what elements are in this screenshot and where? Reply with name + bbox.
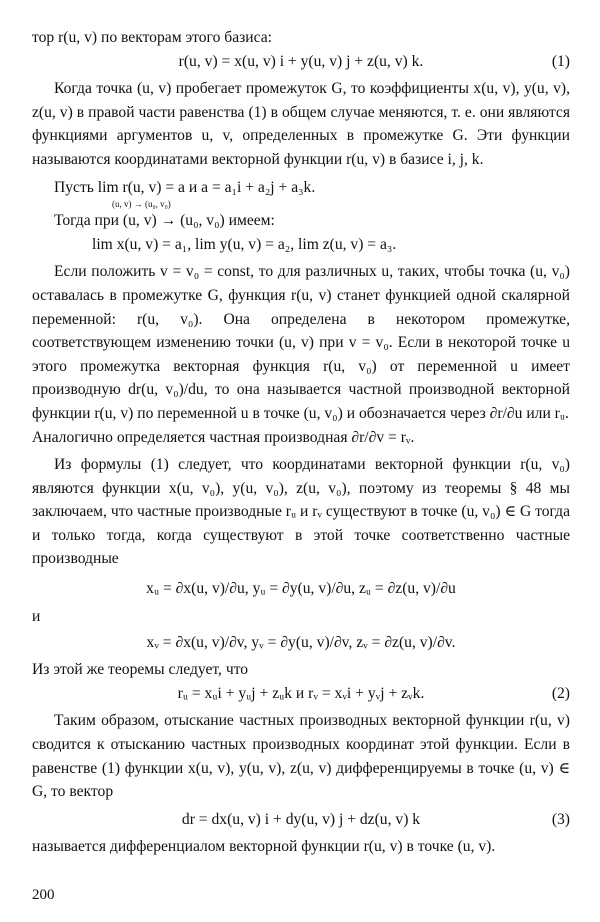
text-line: Аналогично определяется частная производная ∂r/∂v = rᵥ. (32, 428, 415, 446)
equation-partials-v: xᵥ = ∂x(u, v)/∂v, yᵥ = ∂y(u, v)/∂v, zᵥ = ∂z(u, v)/∂v. (146, 633, 456, 651)
paragraph: Если положить v = v₀ = const, то для различных u, таких, чтобы точка (u, v₀) оставалась в промежутке G, функция r(u, v) станет функцией одной скалярной переменной: r(u, v₀). Она определена в некотором промежутке, соответствующем изменению точки (u, v) при v = v₀. Если в некоторой точке u этого промежутка векторная функция r(u, v₀) от переменной u имеет производную dr(u, v₀)/du, то она называется частной производной векторной функции r(u, v) по переменной u в точке (u, v₀) и обозначается через ∂r/∂u или rᵤ. (32, 263, 570, 422)
equation-body: dr = dx(u, v) i + dy(u, v) j + dz(u, v) k (181, 810, 421, 828)
paragraph: Из формулы (1) следует, что координатами векторной функции r(u, v₀) являются функции x(u, v₀), y(u, v₀), z(u, v₀), поэтому из теоремы § 48 мы заключаем, что частные производные rᵤ и rᵥ существуют в точке (u, v₀) ∈ G тогда и только тогда, когда существуют в этой точке соответственно частные производные (32, 456, 570, 568)
paragraph: Когда точка (u, v) пробегает промежуток G, то коэффициенты x(u, v), y(u, v), z(u, v) в правой части равенства (1) в общем случае меняются, т. е. они являются функциями аргументов u, v, определенных в промежутке G. Эти функции называются координатами векторной функции r(u, v) в базисе i, j, k. (32, 80, 570, 168)
page-number: 200 (32, 887, 55, 903)
equation-number: (1) (551, 52, 570, 70)
conjunction: и (32, 607, 41, 625)
equation-body: rᵤ = xᵤi + yᵤj + zᵤk и rᵥ = xᵥi + yᵥj + zᵥk. (177, 684, 425, 702)
equation-2 (32, 682, 570, 706)
equation-number: (2) (551, 684, 570, 702)
text-line: Тогда при (u, v) → (u₀, v₀) имеем: (54, 212, 275, 230)
text-line: называется дифференциалом векторной функции r(u, v) в точке (u, v). (32, 838, 496, 856)
equation-3 (32, 808, 570, 832)
equation-1 (32, 50, 570, 74)
equation-body: r(u, v) = x(u, v) i + y(u, v) j + z(u, v) k. (178, 52, 424, 70)
equation-partials-u: xᵤ = ∂x(u, v)/∂u, yᵤ = ∂y(u, v)/∂u, zᵤ = ∂z(u, v)/∂u (146, 580, 456, 598)
text-line: Из этой же теоремы следует, что (32, 661, 249, 679)
limit-line: Пусть lim r(u, v) = a и a = a₁i + a₂j + a₃k. (54, 178, 316, 196)
paragraph: Таким образом, отыскание частных производных векторной функции r(u, v) сводится к отысканию частных производных координат этой функции. Если в равенстве (1) функции x(u, v), y(u, v), z(u, v) дифференцируемы в точке (u, v) ∈ G, то вектор (32, 712, 570, 801)
equation-limits: lim x(u, v) = a₁, lim y(u, v) = a₂, lim z(u, v) = a₃. (92, 235, 397, 253)
equation-number: (3) (551, 810, 570, 828)
limit-subscript: (u, v) → (u₀, v₀) (112, 199, 171, 210)
text-line: тор r(u, v) по векторам этого базиса: (32, 29, 272, 46)
